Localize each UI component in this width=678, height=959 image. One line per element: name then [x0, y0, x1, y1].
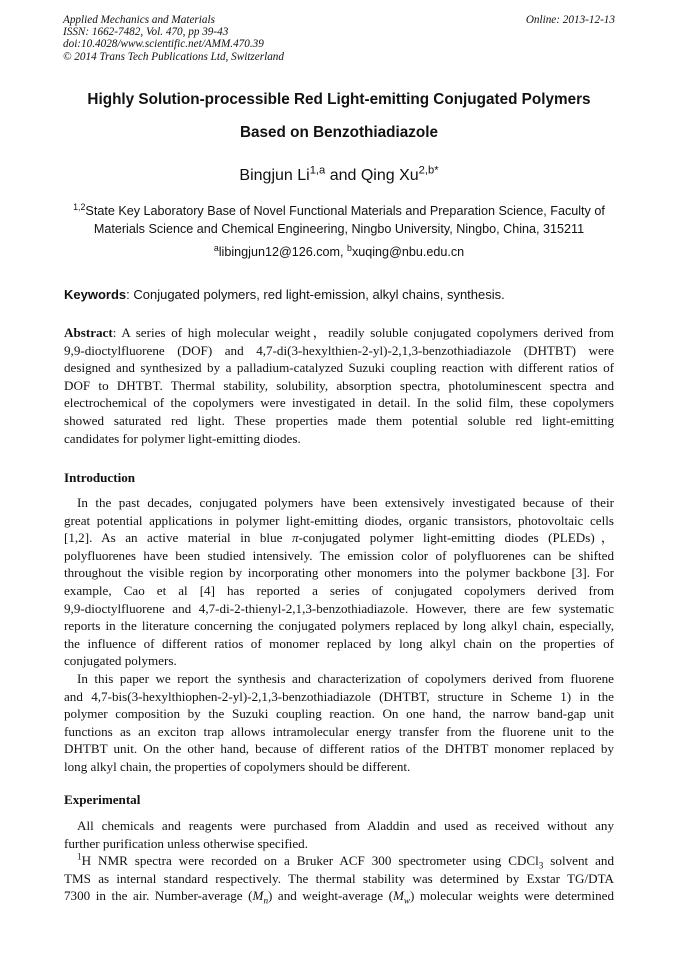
text-line: showed saturated red light. These properties made them potential soluble red light-emitting — [64, 412, 614, 428]
copyright: © 2014 Trans Tech Publications Ltd, Switzerland — [63, 50, 284, 63]
text-segment: M — [393, 888, 404, 904]
author-2-affil: 2,b* — [418, 164, 439, 177]
author-1-affil: 1,a — [309, 164, 326, 177]
section-heading-experimental: Experimental — [64, 792, 141, 807]
journal-name: Applied Mechanics and Materials — [63, 14, 215, 26]
text-line: electrochemical of the copolymers were investigated in detail. In the solid film, these copolymers — [64, 395, 614, 411]
text-line: All chemicals and reagents were purchased from Aladdin and used as received without any — [77, 818, 614, 833]
text-segment: 7300 in the air. Number-average ( — [64, 888, 253, 904]
doi: doi:10.4028/www.scientific.net/AMM.470.39 — [63, 38, 264, 51]
paper-title-line2: Based on Benzothiadiazole — [239, 124, 439, 141]
text-line: 9,9-dioctylfluorene (DOF) and 4,7-di(3-hexylthien-2-yl)-2,1,3-benzothiadiazole (DHTBT) were — [64, 342, 614, 358]
affiliation-line1: State Key Laboratory Base of Novel Functional Materials and Preparation Science, Faculty of — [85, 204, 605, 218]
experimental-paragraph-2 — [64, 852, 614, 905]
text-line: In this paper we report the synthesis and characterization of copolymers derived from fluorene — [77, 671, 614, 686]
emails — [0, 242, 678, 259]
section-heading-introduction: Introduction — [64, 470, 136, 485]
text-line: functions as an exciton trap allows intramolecular energy transfer from the fluorene unit to the — [64, 723, 614, 739]
text-line: In the past decades, conjugated polymers have been extensively investigated because of their — [77, 495, 614, 510]
text-segment: H NMR spectra were recorded on a Bruker ACF 300 spectrometer using CDCl — [81, 853, 539, 868]
text-segment: solvent and — [543, 853, 614, 868]
journal-header — [63, 14, 284, 63]
text-line: reports in the literature concerning the conjugated polymers replaced by long alkyl chain, especially, — [64, 618, 614, 634]
experimental-paragraph-1 — [64, 817, 614, 852]
text-line — [64, 324, 614, 342]
abstract — [64, 324, 614, 447]
email-a[interactable]: libingjun12@126.com, — [218, 245, 348, 259]
issn: ISSN: 1662-7482, Vol. 470, pp 39-43 — [63, 26, 229, 39]
text-segment: [1,2]. As an active material in blue — [64, 530, 292, 546]
text-line: TMS as internal standard respectively. The thermal stability was determined by Exstar TG/DTA — [64, 870, 614, 886]
text-line: throughout the visible region by incorporating other monomers into the polymer backbone [3]. For — [64, 565, 614, 581]
text-segment: M — [252, 888, 264, 904]
email-b[interactable]: xuqing@nbu.edu.cn — [351, 245, 465, 259]
text-line: 9,9-dioctylfluorene and 4,7-di-2-thienyl-2,1,3-benzothiadiazole. However, there are few systematic — [64, 600, 614, 616]
text-segment: π — [291, 530, 299, 546]
text-line — [64, 887, 614, 905]
text-line: the influence of different ratios of monomer replaced by long alkyl chain on the properties of — [64, 635, 614, 651]
affiliation — [0, 202, 678, 238]
intro-paragraph-2 — [64, 670, 614, 776]
text-segment: ) and weight-average ( — [268, 888, 393, 904]
text-segment: -conjugated polymer light-emitting diodes (PLEDs)， — [298, 530, 614, 546]
text-segment: n — [263, 895, 269, 905]
text-segment: 1 — [77, 852, 82, 862]
text-segment: : A series of high molecular weight，readily soluble conjugated copolymers derived from — [112, 325, 614, 340]
intro-paragraph-1 — [64, 494, 614, 670]
text-line: example, Cao et al [4] has reported a series of conjugated copolymers derived from — [64, 582, 614, 598]
authors — [0, 164, 678, 185]
paper-title-line1: Highly Solution-processible Red Light-emitting Conjugated Polymers — [87, 91, 591, 108]
email-b-sup: b — [347, 242, 352, 253]
text-line: DHTBT unit. On the other hand, because of different ratios of the DHTBT monomer replaced by — [64, 741, 614, 757]
text-line: DOF to DHTBT. Thermal stability, solubility, absorption spectra, photoluminescent spectra and — [64, 377, 614, 393]
text-line: polyfluorenes have been studied intensively. The emission color of polyfluorenes can be shifted — [64, 547, 614, 563]
text-line: candidates for polymer light-emitting diodes. — [64, 430, 301, 446]
keywords-text: : Conjugated polymers, red light-emission, alkyl chains, synthesis. — [126, 287, 505, 302]
affiliation-sup: 1,2 — [73, 201, 86, 212]
keywords-label: Keywords — [64, 287, 127, 302]
text-line: further purification unless otherwise specified. — [64, 835, 308, 851]
text-line: long alkyl chain, the properties of copolymers should be different. — [64, 758, 411, 774]
text-line: polymer composition by the Suzuki coupling reaction. On one hand, the narrow band-gap unit — [64, 706, 614, 722]
text-line: and 4,7-bis(3-hexylthiophen-2-yl)-2,1,3-benzothiadiazole (DHTBT, structure in Scheme 1) in the — [64, 688, 614, 704]
author-1: Bingjun Li — [239, 167, 310, 184]
text-segment: ) molecular weights were determined — [410, 888, 614, 904]
text-segment: w — [403, 895, 411, 905]
text-line — [64, 529, 614, 547]
affiliation-line2: Materials Science and Chemical Engineering, Ningbo University, Ningbo, China, 315211 — [93, 222, 585, 236]
author-2: Qing Xu — [360, 167, 419, 184]
authors-and: and — [325, 167, 361, 184]
text-line: great potential applications in polymer light-emitting diodes, organic transistors, photovoltaic cells — [64, 512, 614, 528]
text-line — [64, 852, 614, 870]
text-line: conjugated polymers. — [64, 653, 177, 669]
text-segment: Abstract — [64, 325, 113, 340]
online-date: Online: 2013-12-13 — [525, 14, 615, 26]
keywords — [64, 287, 505, 302]
text-line: designed and synthesized by a palladium-catalyzed Suzuki coupling reaction with different ratios of — [64, 360, 614, 376]
text-segment: 3 — [538, 860, 544, 870]
email-a-sup: a — [213, 242, 219, 253]
